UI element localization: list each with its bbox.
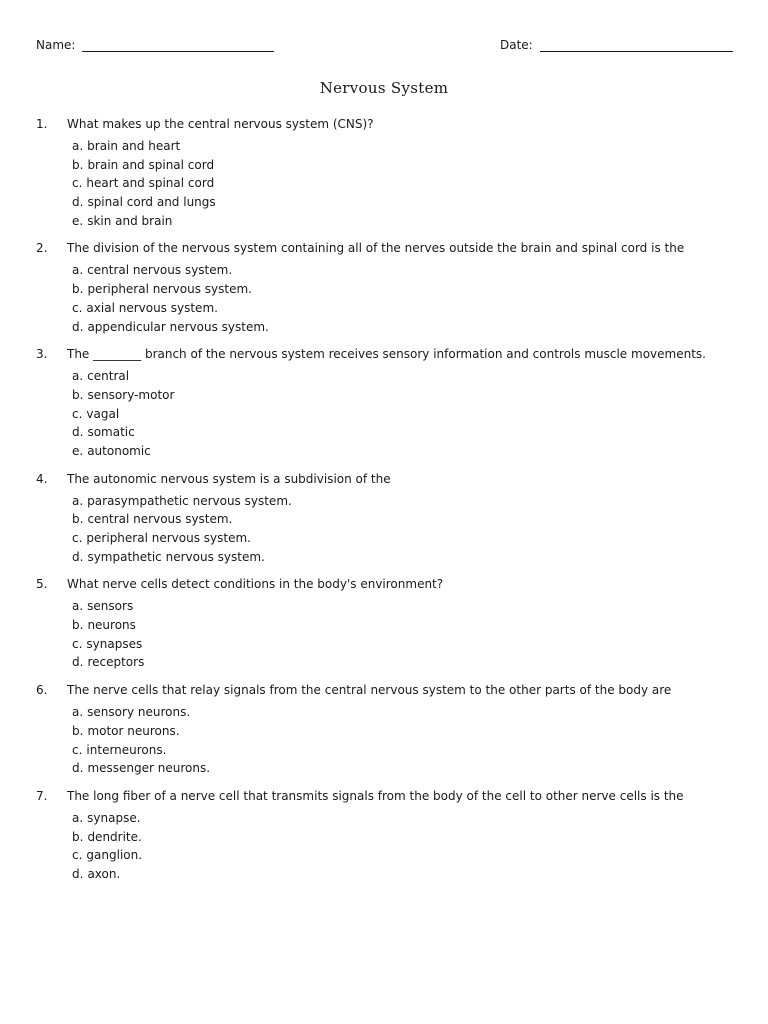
choice-text: synapse. bbox=[87, 810, 141, 825]
choice-letter: d. bbox=[72, 866, 84, 881]
choice-letter: d. bbox=[72, 549, 84, 564]
choice-text: central nervous system. bbox=[87, 512, 233, 527]
question-item bbox=[36, 575, 736, 672]
answer-choice bbox=[72, 423, 736, 442]
question-number: 6. bbox=[36, 683, 48, 698]
choice-letter: b. bbox=[72, 512, 84, 527]
choice-text: spinal cord and lungs bbox=[87, 195, 216, 210]
choice-text: autonomic bbox=[87, 443, 151, 458]
answer-choice bbox=[72, 635, 736, 654]
date-field bbox=[500, 38, 733, 52]
answer-choice bbox=[72, 510, 736, 529]
choice-letter: a. bbox=[72, 599, 84, 614]
choice-letter: d. bbox=[72, 655, 84, 670]
choice-text: sensory neurons. bbox=[87, 705, 191, 720]
choice-letter: c. bbox=[72, 636, 83, 651]
choice-letter: e. bbox=[72, 213, 84, 228]
choice-letter: a. bbox=[72, 263, 84, 278]
answer-choice bbox=[72, 280, 736, 299]
choice-text: dendrite. bbox=[87, 829, 142, 844]
choice-text: parasympathetic nervous system. bbox=[87, 493, 292, 508]
choice-text: heart and spinal cord bbox=[86, 176, 215, 191]
question-item bbox=[36, 787, 736, 884]
answer-choice bbox=[72, 703, 736, 722]
choice-text: skin and brain bbox=[87, 213, 173, 228]
choice-letter: a. bbox=[72, 810, 84, 825]
choice-letter: c. bbox=[72, 742, 83, 757]
answer-choice bbox=[72, 299, 736, 318]
answer-choice bbox=[72, 865, 736, 884]
choice-text: central bbox=[87, 369, 130, 384]
name-blank-line bbox=[82, 38, 274, 52]
choice-text: central nervous system. bbox=[87, 263, 233, 278]
question-line bbox=[36, 239, 736, 257]
answer-choice bbox=[72, 212, 736, 231]
choice-text: sensors bbox=[87, 599, 134, 614]
choice-letter: c. bbox=[72, 176, 83, 191]
question-text: The long fiber of a nerve cell that transmits signals from the body of the cell to other nerve cells is the bbox=[67, 788, 684, 803]
answer-choices bbox=[72, 597, 736, 672]
answer-choices bbox=[72, 367, 736, 460]
choice-letter: b. bbox=[72, 157, 84, 172]
question-text: What makes up the central nervous system (CNS)? bbox=[67, 117, 374, 131]
question-number: 5. bbox=[36, 577, 48, 592]
choice-text: vagal bbox=[86, 406, 120, 421]
answer-choice bbox=[72, 442, 736, 461]
choice-letter: d. bbox=[72, 761, 84, 776]
answer-choices bbox=[72, 137, 736, 230]
choice-text: synapses bbox=[86, 636, 143, 651]
choice-text: interneurons. bbox=[86, 742, 167, 757]
choice-letter: b. bbox=[72, 723, 84, 738]
choice-text: neurons bbox=[87, 618, 136, 633]
answer-choice bbox=[72, 174, 736, 193]
answer-choice bbox=[72, 137, 736, 156]
answer-choice bbox=[72, 367, 736, 386]
question-number: 3. bbox=[36, 347, 48, 362]
page-title: Nervous System bbox=[319, 79, 449, 97]
question-number: 1. bbox=[36, 117, 48, 131]
choice-letter: c. bbox=[72, 848, 83, 863]
choice-text: axial nervous system. bbox=[86, 300, 218, 315]
answer-choice bbox=[72, 616, 736, 635]
choice-letter: d. bbox=[72, 195, 84, 210]
question-line bbox=[36, 787, 736, 805]
question-number: 4. bbox=[36, 471, 48, 486]
question-line bbox=[36, 470, 736, 488]
question-text: The autonomic nervous system is a subdivision of the bbox=[67, 471, 391, 486]
answer-choice bbox=[72, 828, 736, 847]
choice-text: somatic bbox=[87, 425, 135, 440]
answer-choices bbox=[72, 809, 736, 884]
answer-choice bbox=[72, 156, 736, 175]
answer-choice bbox=[72, 405, 736, 424]
choice-text: sympathetic nervous system. bbox=[87, 549, 265, 564]
choice-letter: b. bbox=[72, 829, 84, 844]
choice-text: sensory-motor bbox=[87, 387, 175, 402]
question-item bbox=[36, 115, 736, 230]
choice-text: receptors bbox=[87, 655, 145, 670]
question-line bbox=[36, 345, 736, 363]
question-text: What nerve cells detect conditions in the body's environment? bbox=[67, 577, 444, 592]
answer-choice bbox=[72, 529, 736, 548]
choice-letter: c. bbox=[72, 406, 83, 421]
choice-letter: b. bbox=[72, 387, 84, 402]
choice-letter: b. bbox=[72, 618, 84, 633]
answer-choice bbox=[72, 809, 736, 828]
question-line bbox=[36, 575, 736, 593]
answer-choice bbox=[72, 386, 736, 405]
choice-letter: a. bbox=[72, 493, 84, 508]
answer-choice bbox=[72, 261, 736, 280]
question-line bbox=[36, 115, 736, 133]
date-blank-line bbox=[540, 38, 733, 52]
choice-letter: a. bbox=[72, 369, 84, 384]
question-item bbox=[36, 470, 736, 567]
answer-choice bbox=[72, 193, 736, 212]
choice-text: brain and heart bbox=[87, 139, 181, 153]
choice-text: motor neurons. bbox=[87, 723, 180, 738]
choice-text: axon. bbox=[87, 866, 121, 881]
question-list bbox=[36, 115, 736, 884]
question-item bbox=[36, 681, 736, 778]
choice-text: peripheral nervous system. bbox=[87, 282, 252, 297]
answer-choice bbox=[72, 653, 736, 672]
answer-choices bbox=[72, 703, 736, 778]
question-item bbox=[36, 239, 736, 336]
answer-choice bbox=[72, 318, 736, 337]
date-label: Date: bbox=[500, 38, 533, 52]
question-text: The division of the nervous system containing all of the nerves outside the brain and spinal cord is the bbox=[67, 241, 685, 256]
choice-letter: d. bbox=[72, 425, 84, 440]
question-item bbox=[36, 345, 736, 460]
choice-text: brain and spinal cord bbox=[87, 157, 215, 172]
question-line bbox=[36, 681, 736, 699]
question-text: The ________ branch of the nervous system receives sensory information and controls muscle movements. bbox=[67, 347, 706, 362]
choice-text: ganglion. bbox=[86, 848, 143, 863]
answer-choices bbox=[72, 492, 736, 567]
answer-choices bbox=[72, 261, 736, 336]
choice-letter: c. bbox=[72, 300, 83, 315]
choice-text: messenger neurons. bbox=[87, 761, 211, 776]
choice-letter: b. bbox=[72, 282, 84, 297]
choice-letter: a. bbox=[72, 139, 84, 153]
answer-choice bbox=[72, 759, 736, 778]
choice-letter: c. bbox=[72, 531, 83, 545]
answer-choice bbox=[72, 548, 736, 567]
choice-letter: e. bbox=[72, 443, 84, 458]
answer-choice bbox=[72, 741, 736, 760]
choice-letter: d. bbox=[72, 319, 84, 334]
answer-choice bbox=[72, 492, 736, 511]
answer-choice bbox=[72, 722, 736, 741]
choice-text: peripheral nervous system. bbox=[86, 531, 251, 545]
choice-letter: a. bbox=[72, 705, 84, 720]
answer-choice bbox=[72, 597, 736, 616]
name-field bbox=[36, 38, 274, 52]
name-label: Name: bbox=[36, 38, 76, 52]
choice-text: appendicular nervous system. bbox=[87, 319, 269, 334]
answer-choice bbox=[72, 846, 736, 865]
question-text: The nerve cells that relay signals from the central nervous system to the other parts of the body are bbox=[67, 683, 672, 698]
question-number: 2. bbox=[36, 241, 48, 256]
question-number: 7. bbox=[36, 788, 48, 803]
